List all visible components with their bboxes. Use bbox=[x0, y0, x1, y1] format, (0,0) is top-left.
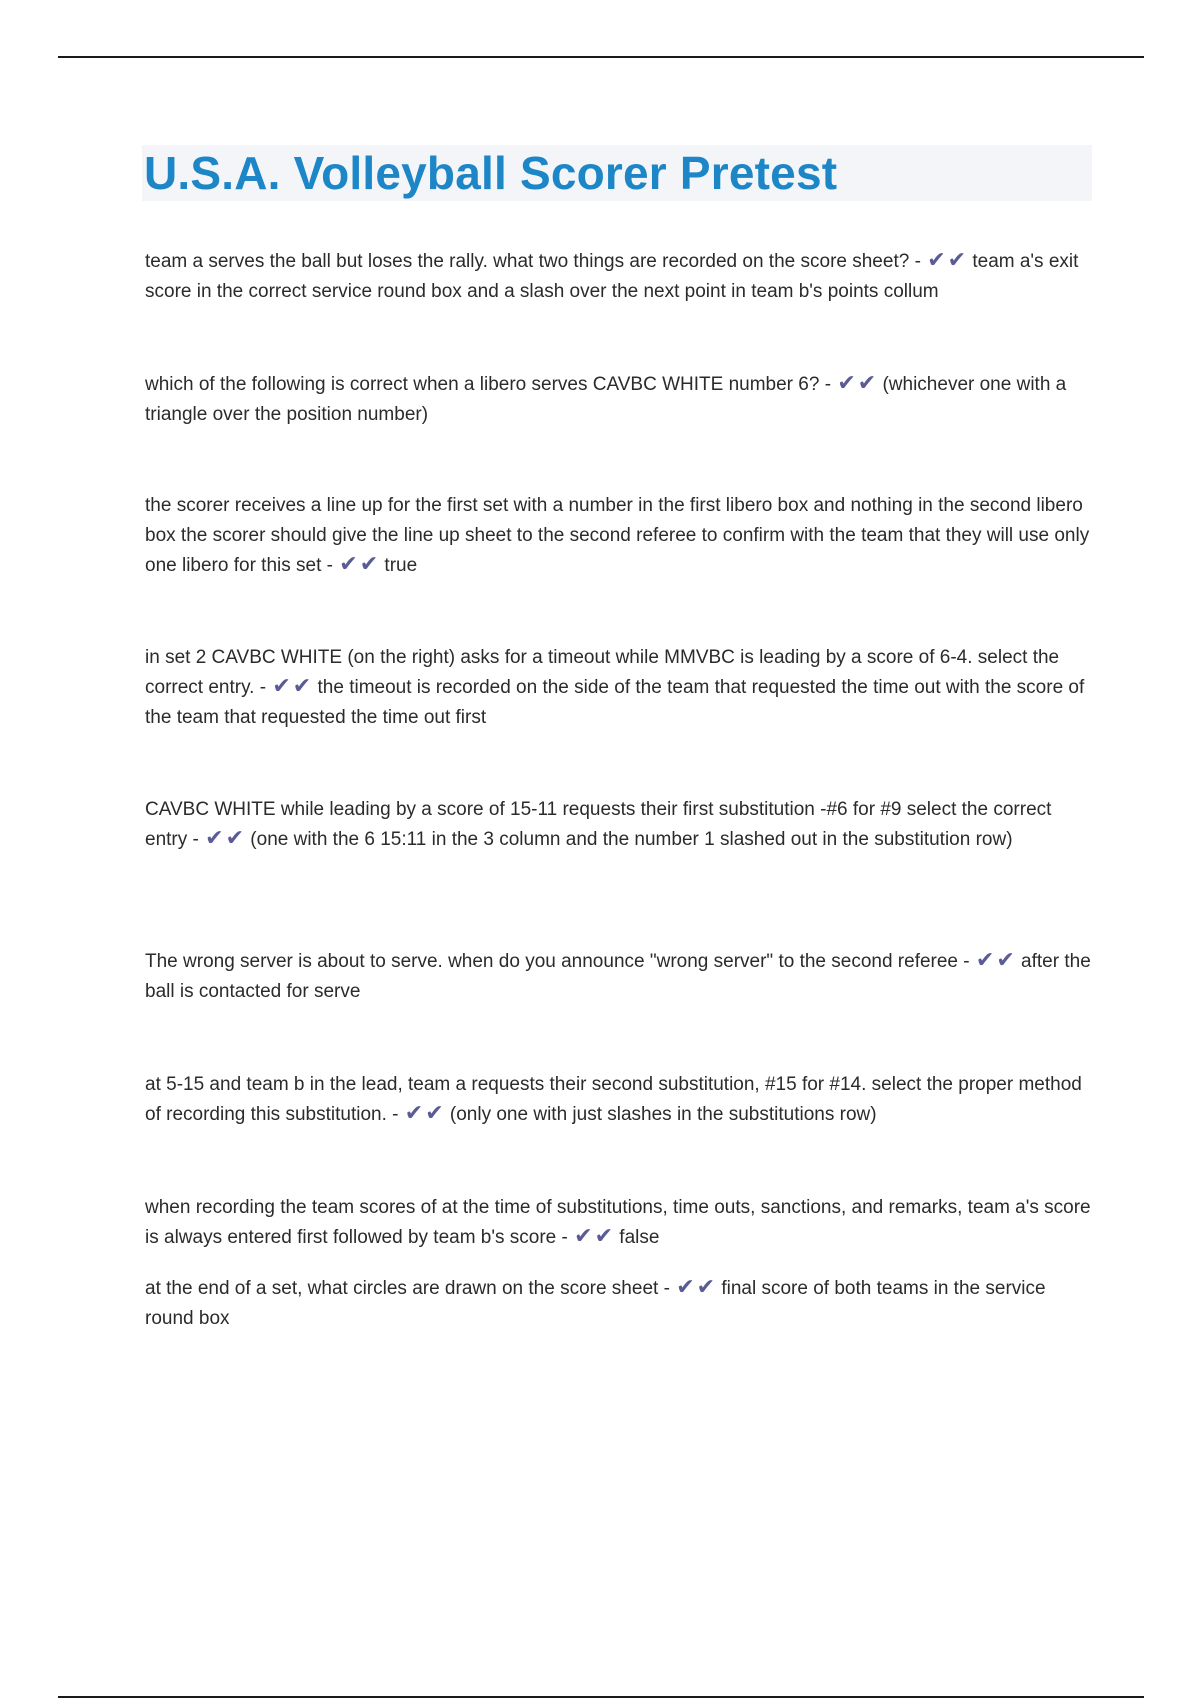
answer-text: team a's exit score in the correct service round box and a slash over the next point in team b's points collum bbox=[145, 251, 1079, 302]
qa-item-3 bbox=[145, 491, 1095, 581]
question-text: in set 2 CAVBC WHITE (on the right) asks for a timeout while MMVBC is leading by a score of 6-4. select the correct entry. - bbox=[145, 647, 1060, 698]
answer-text: the timeout is recorded on the side of the team that requested the time out with the score of the team that requested the time out first bbox=[145, 677, 1085, 728]
question-text: at 5-15 and team b in the lead, team a requests their second substitution, #15 for #14. select the proper method of recording this substitution. - bbox=[145, 1074, 1082, 1125]
answer-text: false bbox=[619, 1227, 660, 1248]
question-text: The wrong server is about to serve. when do you announce "wrong server" to the second referee - bbox=[145, 951, 970, 972]
qa-item-6 bbox=[145, 947, 1095, 1007]
check-mark-icon: ✔ bbox=[404, 1100, 424, 1125]
qa-item-8 bbox=[145, 1193, 1095, 1253]
qa-item-7 bbox=[145, 1070, 1095, 1130]
check-mark-icon: ✔ bbox=[927, 247, 946, 272]
top-rule bbox=[58, 56, 1144, 58]
check-mark-icon: ✔ bbox=[339, 551, 358, 576]
bottom-rule bbox=[58, 1696, 1144, 1698]
check-mark-icon: ✔ bbox=[225, 825, 245, 850]
answer-text: (one with the 6 15:11 in the 3 column and the number 1 slashed out in the substitution row) bbox=[250, 829, 1013, 850]
check-mark-icon: ✔ bbox=[676, 1274, 695, 1299]
qa-item-5 bbox=[145, 795, 1095, 855]
question-text: CAVBC WHITE while leading by a score of 15-11 requests their first substitution -#6 for #9 select the correct entry - bbox=[145, 799, 1052, 850]
question-text: the scorer receives a line up for the first set with a number in the first libero box and nothing in the second libero box the scorer should give the line up sheet to the second referee to confirm with the team that they will use only one libero for this set - bbox=[145, 495, 1090, 576]
question-text: at the end of a set, what circles are drawn on the score sheet - bbox=[145, 1278, 670, 1299]
check-mark-icon: ✔ bbox=[947, 247, 967, 272]
check-mark-icon: ✔ bbox=[272, 673, 291, 698]
answer-text: after the ball is contacted for serve bbox=[145, 951, 1091, 1002]
question-text: which of the following is correct when a libero serves CAVBC WHITE number 6? - bbox=[145, 374, 832, 395]
check-mark-icon: ✔ bbox=[205, 825, 224, 850]
answer-text: (whichever one with a triangle over the position number) bbox=[145, 374, 1067, 425]
question-text: team a serves the ball but loses the rally. what two things are recorded on the score sheet? - bbox=[145, 251, 921, 272]
check-mark-icon: ✔ bbox=[857, 370, 877, 395]
check-mark-icon: ✔ bbox=[696, 1274, 716, 1299]
question-text: when recording the team scores of at the time of substitutions, time outs, sanctions, and remarks, team a's score is always entered first followed by team b's score - bbox=[145, 1197, 1091, 1248]
check-mark-icon: ✔ bbox=[837, 370, 856, 395]
check-mark-icon: ✔ bbox=[574, 1223, 593, 1248]
qa-item-1 bbox=[145, 247, 1095, 307]
qa-item-9 bbox=[145, 1274, 1095, 1334]
check-mark-icon: ✔ bbox=[975, 947, 995, 972]
check-mark-icon: ✔ bbox=[425, 1100, 444, 1125]
answer-text: (only one with just slashes in the substitutions row) bbox=[449, 1104, 877, 1125]
qa-item-2 bbox=[145, 370, 1095, 430]
answer-text: true bbox=[384, 555, 418, 576]
answer-text: final score of both teams in the service round box bbox=[145, 1278, 1046, 1329]
page-title: U.S.A. Volleyball Scorer Pretest bbox=[144, 147, 838, 199]
check-mark-icon: ✔ bbox=[996, 947, 1015, 972]
check-mark-icon: ✔ bbox=[292, 673, 312, 698]
check-mark-icon: ✔ bbox=[594, 1223, 614, 1248]
check-mark-icon: ✔ bbox=[359, 551, 379, 576]
qa-item-4 bbox=[145, 643, 1095, 733]
